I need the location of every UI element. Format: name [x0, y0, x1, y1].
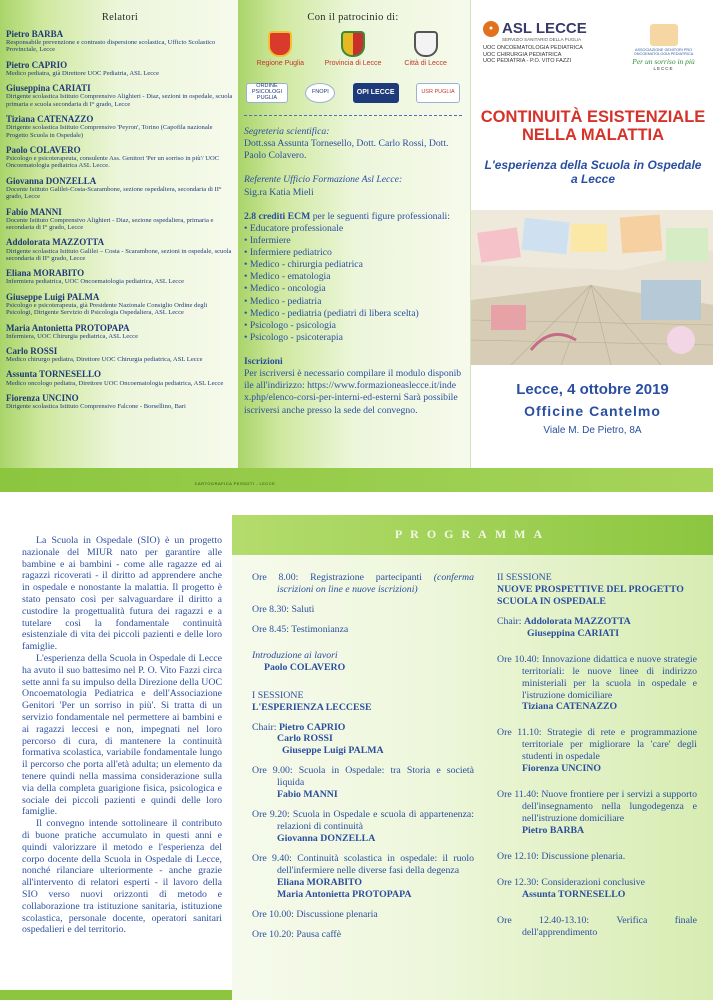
agenda-text: Ore 11.10: Strategie di rete e programmazione territoriale per migliorare la 'care' degli studenti in ospedale [497, 727, 697, 763]
asl-unit: UOC ONCOEMATOLOGIA PEDIATRICA [483, 45, 583, 51]
speaker-name: Tiziana CATENAZZO [6, 114, 94, 125]
session-chairs [252, 722, 474, 758]
agenda-item: Ore 12.40-13.10: Verifica finale dell'apprendimento [497, 914, 697, 938]
agenda-item [497, 877, 697, 901]
professional-figure: • Psicologo - psicoterapia [244, 332, 462, 344]
agenda-item [497, 727, 697, 775]
regione-puglia-logo [245, 31, 315, 67]
speaker-name: Fabio MANNI [6, 206, 62, 217]
speaker-entry [6, 60, 234, 77]
speaker-name: Assunta TORNESELLO [6, 369, 101, 380]
provincia-lecce-caption: Provincia di Lecce [324, 60, 382, 67]
speaker-entry [6, 207, 234, 232]
speaker-entry [6, 114, 234, 139]
speaker-name: Carlo ROSSI [6, 345, 58, 356]
professional-figure: • Medico - pediatria [244, 296, 462, 308]
programma-title: PROGRAMMA [394, 527, 551, 541]
programma-late-morning [497, 572, 697, 947]
regione-puglia-caption: Regione Puglia [256, 60, 305, 67]
opi-lecce-logo: OPI LECCE [353, 83, 399, 103]
speaker-entry [6, 393, 234, 410]
footer-band [0, 468, 713, 492]
agenda-text: Ore 9.00: Scuola in Ospedale: tra Storia e società liquida [252, 765, 474, 789]
intro-footer-band [0, 990, 232, 1000]
intro-paragraph: La Scuola in Ospedale (SIO) è un progetto nazionale del MIUR nato per garantire alle bambine e ai bambini - come alle ragazze ed ai ragazzi ricoverati - il diritto ad apprendere anche in ospedale e nonostante la malattia. Il progetto è stato pensato così per salvaguardare il diritto a custodire la progettualità futura dei ragazzi e a tutelare così la fondamentale continuità esistenziale di vita dei piccoli pazienti e delle loro famiglie. [22, 535, 222, 653]
speaker-name: Pietro CAPRIO [6, 59, 68, 70]
speaker-name: Fiorenza UNCINO [6, 392, 79, 403]
agenda-item: Ore 8.45: Testimonianza [252, 623, 349, 635]
speaker-name: Eliana MORABITO [277, 876, 363, 888]
agenda-text: Ore 12.30: Considerazioni conclusive [497, 876, 646, 888]
patron-small-logos [244, 83, 462, 103]
intro-text [22, 535, 222, 936]
speaker-entry [6, 292, 234, 317]
speaker-entry [6, 268, 234, 285]
iscrizioni-body: Per iscriversi è necessario compilare il modulo disponibile all'indirizzo: https://www.formazioneaslecce.it/index.php/elenco-corsi-per-interni-ed-esterni Sarà possibile iscriversi anche presso la sede del convegno. [244, 368, 462, 416]
session-chairs [497, 616, 697, 640]
speaker-role: Medico pediatra, già Direttore UOC Pediatria, ASL Lecce [6, 69, 160, 77]
speaker-role: Docente Istituto Galilei-Costa-Scarambone, sezione ospedaliera, secondaria di II° grado, Lecce [6, 185, 222, 201]
intro-paragraph: Il convegno intende sottolineare il contributo di buone pratiche accumulato in questi anni e quindi valorizzare il metodo e l'esperienza del corpo docente della Scuola in Ospedale di Lecce, nonché rilanciare ulteriormente - anche grazie all'intervento di relatori esperti - il lavoro della SIO verso nuovi orizzonti di metodo e collaborazione tra istituzione sanitaria, istituzione scolastica, personale docente, operatori sanitari ospedalieri e del territorio. [22, 818, 222, 936]
speaker-entry [6, 176, 234, 201]
event-subtitle-line: L'esperienza della Scuola in Ospedale [484, 158, 702, 172]
speaker-list [6, 29, 234, 410]
ordine-psicologi-logo: ORDINE PSICOLOGI PUGLIA [246, 83, 288, 103]
printer-credit: CARTOGRAFICA PESSOTI - LECCE [194, 481, 276, 486]
event-title-line: CONTINUITÀ ESISTENZIALE [480, 108, 706, 126]
speaker-entry [6, 369, 234, 386]
speaker-name: Giovanna DONZELLA [277, 833, 376, 844]
professional-figure: • Infermiere [244, 235, 462, 247]
associazione-logo [621, 24, 706, 71]
speaker-role: Infermiera pediatrica, UOC Oncoematologia pediatrica, ASL Lecce [6, 278, 185, 286]
brochure-inside [0, 515, 713, 1000]
session-label: II SESSIONE [497, 572, 552, 583]
child-drawing-icon [650, 24, 678, 46]
credits-body: per le seguenti figure professionali: [310, 210, 450, 222]
speaker-name: Giuseppe Luigi PALMA [6, 291, 100, 302]
speaker-name: Maria Antonietta PROTOPAPA [6, 322, 130, 333]
referente-title: Referente Ufficio Formazione Asl Lecce: [244, 174, 403, 186]
session-label: I SESSIONE [252, 689, 304, 701]
cover-panel [470, 0, 713, 492]
chair-name: Giuseppe Luigi PALMA [282, 745, 384, 757]
speaker-name: Pietro BARBA [522, 824, 585, 836]
agenda-text: Registrazione partecipanti [310, 572, 434, 583]
info-block [244, 126, 462, 417]
speaker-name: Tiziana CATENAZZO [522, 701, 618, 713]
chair-label: Chair: [252, 721, 279, 733]
event-date: Lecce, 4 ottobre 2019 [516, 381, 669, 398]
agenda-item [252, 809, 474, 845]
credits-title: 2.8 crediti ECM [244, 210, 311, 222]
chair-name: Addolorata MAZZOTTA [523, 615, 631, 627]
regione-puglia-crest-icon [268, 31, 292, 57]
speaker-name: Paolo COLAVERO [6, 144, 81, 155]
relatori-panel [0, 0, 238, 492]
hospital-classroom-photo [471, 210, 713, 365]
event-venue: Officine Cantelmo [524, 403, 661, 419]
asl-lecce-logo [483, 20, 603, 65]
speaker-role: Dirigente scolastica Istituto Comprensivo Alighieri - Diaz, sezioni in ospedale, scuola primaria e scuola secondaria di I° grado, Lecce [6, 93, 233, 108]
patrocinio-heading: Con il patrocinio di: [307, 12, 399, 23]
speaker-name: Giuseppina CARIATI [6, 83, 91, 94]
agenda-text: Ore 10.40: Innovazione didattica e nuove strategie territoriali: le nuove linee di indirizzo ministeriali per la scuola in ospedale e l'istruzione domiciliare [497, 653, 697, 701]
event-address: Viale M. De Pietro, 8A [543, 425, 642, 436]
speaker-entry [6, 346, 234, 363]
session-heading [252, 690, 474, 714]
speaker-entry [6, 145, 234, 170]
professional-figure: • Medico - pediatria (pediatri di libera scelta) [244, 308, 462, 320]
intro-paragraph: L'esperienza della Scuola in Ospedale di Lecce ha avuto il suo battesimo nel P. O. Vito Fazzi circa sette anni fa su impulso della Direzione della UOC Oncoematologia Pediatrica e dell'Associazione Genitori 'Per un sorriso in più'. Si tratta di un servizio fondamentale nel permettere ai bambini e ai ragazzi leccesi e non, impegnati nel loro percorso di cura, di mantenere la continuità formativa scolastica, variabile fondamentale lungo il percorso che porta all'età adulta; un elemento da tenere quindi nella massima considerazione sulla via della completa guarigione fisica, psicologica e sociale dei piccoli pazienti e quindi delle loro famiglie. [22, 652, 222, 818]
relatori-heading: Relatori [101, 12, 139, 23]
event-subtitle [479, 158, 707, 187]
asl-subtitle: SERVIZIO SANITARIO DELLA PUGLIA [502, 37, 582, 42]
speaker-name: Paolo COLAVERO [264, 661, 346, 673]
citta-lecce-crest-icon [414, 31, 438, 57]
speaker-entry [6, 83, 234, 108]
speaker-name: Pietro BARBA [6, 29, 64, 39]
agenda-time: Ore 8.00: [252, 572, 299, 583]
agenda-item: Ore 8.30: Saluti [252, 603, 315, 615]
speaker-name: Fiorenza UNCINO [522, 763, 602, 775]
agenda-item [252, 765, 474, 801]
agenda-item: Ore 10.00: Discussione plenaria [252, 908, 378, 920]
citta-lecce-caption: Città di Lecce [404, 60, 447, 67]
speaker-role: Infermiera, UOC Chirurgia pediatrica, ASL Lecce [6, 332, 139, 340]
chair-name: Carlo ROSSI [277, 733, 333, 745]
speaker-name: Giovanna DONZELLA [6, 175, 97, 186]
speaker-role: Responsabile prevenzione e contrasto dispersione scolastica, Ufficio Scolastico Provinciale, Lecce [6, 39, 216, 54]
info-panel [238, 0, 470, 492]
intro-panel [0, 515, 232, 1000]
professional-figure: • Medico - ematologia [244, 271, 462, 283]
speaker-role: Psicologo e psicoterapeuta, consulente Ass. Genitori 'Per un sorriso in più'/ UOC Oncoematologia pediatrica ASL Lecce. [6, 155, 220, 170]
usr-puglia-logo: USR PUGLIA [416, 83, 460, 103]
agenda-text: Ore 9.40: Continuità scolastica in ospedale: il ruolo dell'infermiere nelle diverse fasi della degenza [252, 852, 474, 876]
agenda-item [252, 853, 474, 901]
provincia-lecce-crest-icon [341, 31, 365, 57]
segreteria-title: Segreteria scientifica: [244, 126, 330, 137]
agenda-item [252, 650, 474, 674]
speaker-role: Psicologo e psicoterapeuta, già Presidente Nazionale Consiglio Ordine degli Psicologi, Dirigente Servizio di Psicologia Ospedaliera, ASL Lecce [6, 301, 208, 317]
segreteria-body: Dott.ssa Assunta Tornesello, Dott. Carlo Rossi, Dott. Paolo Colavero. [244, 138, 449, 162]
professional-figure: • Medico - oncologia [244, 283, 462, 295]
agenda-item: Ore 12.10: Discussione plenaria. [497, 850, 626, 862]
speaker-name: Maria Antonietta PROTOPAPA [277, 888, 412, 900]
patron-crests [244, 31, 462, 67]
speaker-role: Medico oncologo pediatra, Direttore UOC Oncoematologia pediatrica, ASL Lecce [6, 379, 224, 387]
event-subtitle-line: a Lecce [570, 172, 616, 187]
agenda-item [497, 789, 697, 837]
agenda-item [497, 654, 697, 714]
agenda-item: Ore 10.20: Pausa caffè [252, 928, 342, 940]
agenda-note: (conferma iscrizioni on line e nuove iscrizioni) [277, 572, 474, 595]
fnopi-logo: FNOPI [305, 83, 335, 103]
agenda-text: Ore 11.40: Nuove frontiere per i servizi a supporto dell'insegnamento nella lungodegenza e nell'istruzione domiciliare [497, 789, 697, 824]
asl-unit: UOC CHIRURGIA PEDIATRICA [483, 51, 562, 58]
chair-label: Chair: [497, 615, 524, 627]
speaker-role: Docente Istituto Comprensivo Alighieri - Diaz, sezione ospedaliera, primaria e secondaria di I° grado, Lecce [6, 216, 214, 232]
speaker-name: Assunta TORNESELLO [522, 888, 626, 900]
iscrizioni-title: Iscrizioni [244, 356, 283, 367]
speaker-role: Dirigente scolastica Istituto Comprensivo 'Peyron', Torino (Capofila nazionale Progetto Scuola in Ospedale) [6, 124, 213, 139]
programma-panel [232, 515, 713, 1000]
asl-title: ASL LECCE [502, 20, 587, 37]
credits-line [244, 211, 462, 223]
agenda-text: Ore 9.20: Scuola in Ospedale e scuola di appartenenza: relazioni di continuità [252, 809, 474, 833]
session-heading [497, 572, 697, 608]
agenda-item [252, 572, 474, 596]
assoc-city: LECCE [653, 65, 674, 71]
speaker-role: Medico chirurgo pediatra, Direttore UOC Chirurgia pediatrica, ASL Lecce [6, 356, 203, 364]
event-title-line: NELLA MALATTIA [521, 126, 665, 145]
provincia-lecce-logo [318, 31, 388, 67]
speaker-entry [6, 29, 234, 54]
citta-lecce-logo [391, 31, 461, 67]
speaker-role: Dirigente scolastica Istituto Galilei – Costa - Scarambone, sezioni in ospedale, scuola secondaria di II° grado, Lecce [6, 247, 232, 262]
assoc-slogan: Per un sorriso in più [632, 56, 695, 66]
speaker-entry [6, 323, 234, 340]
session-title: NUOVE PROSPETTIVE DEL PROGETTO SCUOLA IN OSPEDALE [497, 583, 684, 607]
speaker-name: Addolorata MAZZOTTA [6, 237, 105, 248]
agenda-label: Introduzione ai lavori [252, 649, 338, 661]
professional-figures-list [244, 223, 462, 344]
speaker-role: Dirigente scolastica Istituto Comprensivo Falcone - Borsellino, Bari [6, 402, 186, 410]
referente-body: Sig.ra Katia Mieli [244, 186, 314, 198]
divider [244, 115, 462, 116]
brochure-outside [0, 0, 713, 492]
asl-unit: UOC PEDIATRIA - P.O. VITO FAZZI [483, 58, 572, 65]
event-title [479, 108, 707, 145]
professional-figure: • Educatore professionale [244, 223, 462, 235]
professional-figure: • Infermiere pediatrico [244, 247, 462, 259]
chair-name: Giuseppina CARIATI [527, 627, 620, 639]
chair-name: Pietro CAPRIO [278, 721, 346, 733]
assoc-name: ASSOCIAZIONE GENITORI PRO ONCOEMATOLOGIA PEDIATRICA [633, 48, 694, 57]
asl-mark-icon: ● [483, 21, 499, 37]
programma-morning [252, 572, 474, 949]
professional-figure: • Medico - chirurgia pediatrica [244, 259, 462, 271]
speaker-name: Eliana MORABITO [6, 268, 85, 279]
speaker-name: Fabio MANNI [277, 789, 338, 801]
professional-figure: • Psicologo - psicologia [244, 320, 462, 332]
session-title: L'ESPERIENZA LECCESE [252, 701, 372, 713]
speaker-entry [6, 237, 234, 262]
